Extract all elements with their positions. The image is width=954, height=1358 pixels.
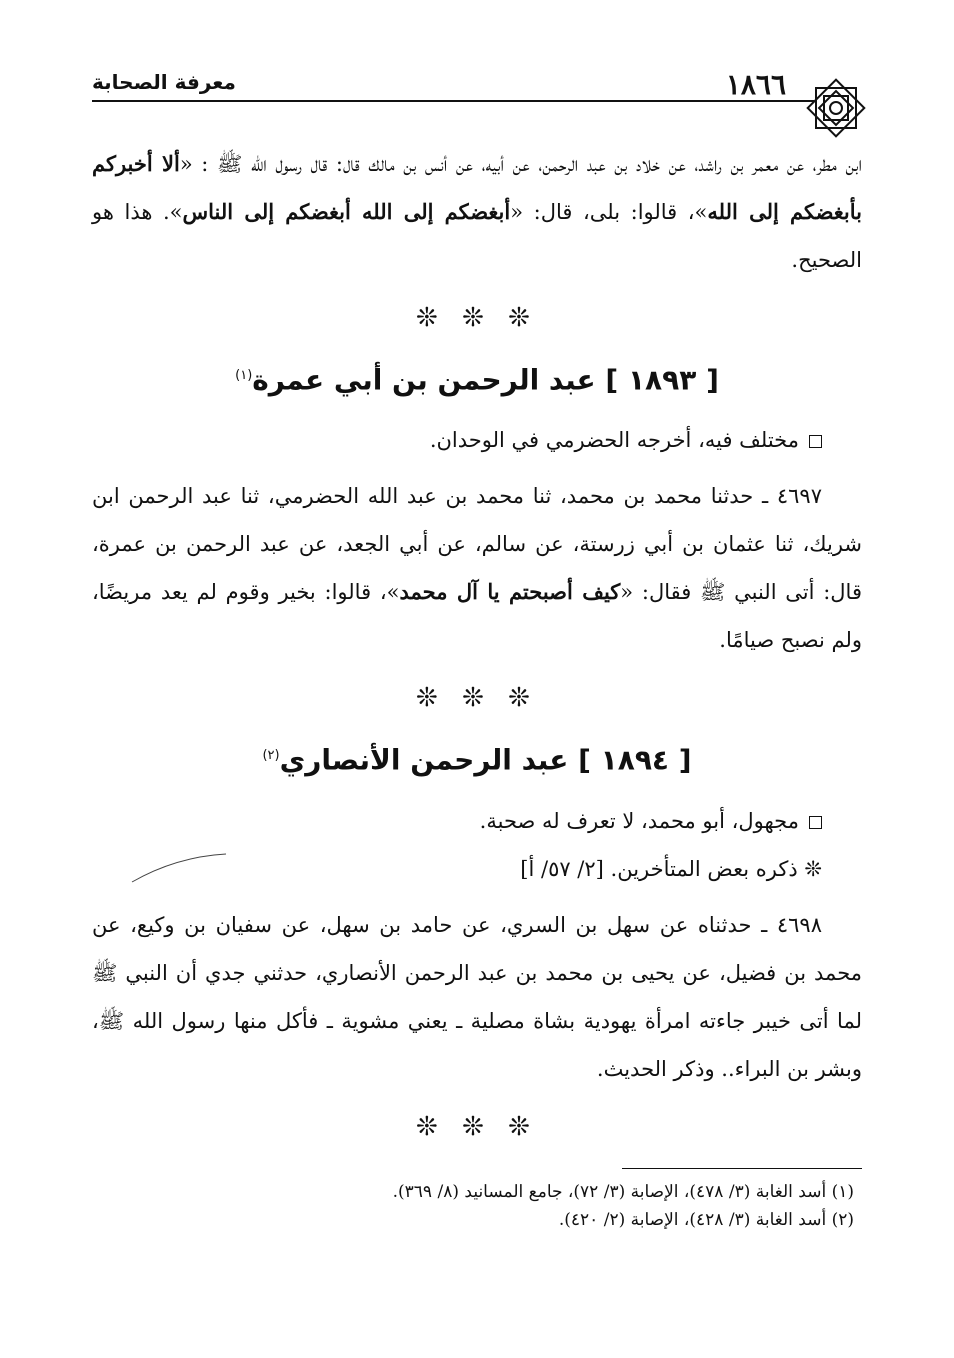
main-text bbox=[92, 140, 862, 1163]
footnote-ref: (٢) bbox=[262, 748, 280, 764]
text-span: ٤٦٩٧ ـ حدثنا محمد بن محمد، ثنا محمد بن عبد الله الحضرمي، ثنا عبد الرحمن ابن شريك، ثنا عثمان بن أبي زرستة، عن سالم، عن أبي الجعد، عن عبد الرحمن بن عمرة، قال: أتى النبي ﷺ فقال: « bbox=[92, 484, 862, 605]
bold-quote: أبغضكم إلى الله أبغضكم إلى الناس bbox=[182, 199, 511, 224]
header-rule bbox=[92, 100, 814, 102]
text-span: »، قالوا: بخير وقوم لم يعد مريضًا، ولم نصبح صيامًا. bbox=[92, 580, 862, 653]
section-divider-stars: ❊ ❊ ❊ bbox=[416, 1111, 538, 1142]
note-text: مختلف فيه، أخرجه الحضرمي في الوحدان. bbox=[429, 428, 799, 453]
paragraph-continuation bbox=[92, 140, 862, 284]
footnote-2: (٢) أسد الغابة (٣/ ٤٢٨)، الإصابة (٢/ ٤٢٠). bbox=[558, 1210, 854, 1230]
pen-stroke-mark bbox=[130, 848, 230, 888]
square-box-icon bbox=[809, 816, 822, 829]
entry-heading-1894 bbox=[92, 734, 862, 782]
section-divider-stars: ❊ ❊ ❊ bbox=[416, 303, 538, 333]
entry-heading-1893 bbox=[92, 354, 862, 402]
entry-note bbox=[92, 416, 862, 464]
square-box-icon bbox=[809, 435, 822, 448]
entry-note bbox=[92, 797, 862, 845]
footnotes bbox=[92, 1178, 862, 1234]
bold-quote: ألا أخبركم بأبغضكم إلى الله bbox=[92, 151, 863, 224]
section-divider-stars: ❊ ❊ ❊ bbox=[416, 683, 538, 714]
page-header bbox=[92, 60, 862, 104]
hadith-4698: ٤٦٩٨ ـ حدثناه عن سهل بن السري، عن حامد بن سهل، عن سفيان بن وكيع، عن محمد بن فضيل، عن يحيى بن محمد بن عبد الرحمن الأنصاري، حدثني جدي أن النبي ﷺ لما أتى خيبر جاءته امرأة يهودية بشاة مصلية ـ يعني مشوية ـ فأكل منها رسول الله ﷺ، وبشر بن البراء.. وذكر الحديث. bbox=[92, 912, 862, 1081]
text-span: »، قالوا: بلى، قال: « bbox=[510, 200, 708, 224]
entry-mention: ❊ ذكره بعض المتأخرين. [٢/ ٥٧/ أ] bbox=[520, 856, 822, 881]
octagram-ornament-icon bbox=[800, 72, 872, 144]
footnote-rule bbox=[622, 1168, 862, 1169]
entry-title: [ ١٨٩٣ ] عبد الرحمن بن أبي عمرة bbox=[252, 363, 719, 397]
note-text: مجهول، أبو محمد، لا تعرف له صحبة. bbox=[479, 808, 799, 833]
entry-title: [ ١٨٩٤ ] عبد الرحمن الأنصاري bbox=[279, 743, 692, 777]
hadith-4697 bbox=[92, 472, 862, 664]
running-title: معرفة الصحابة bbox=[92, 70, 236, 94]
footnote-ref: (١) bbox=[235, 368, 253, 383]
page-number: ١٨٦٦ bbox=[725, 68, 786, 101]
text-span: ». هذا هو الصحيح. bbox=[92, 200, 862, 272]
text-span: ابن مطر، عن معمر بن راشد، عن خلاد بن عبد الرحمن، عن أبيه، عن أنس بن مالك قال: قال رسول الله ﷺ : « bbox=[179, 152, 862, 176]
footnote-1: (١) أسد الغابة (٣/ ٤٧٨)، الإصابة (٣/ ٧٢)، جامع المسانيد (٨/ ٣٦٩). bbox=[392, 1182, 854, 1202]
bold-quote: كيف أصبحتم يا آل محمد bbox=[399, 579, 621, 605]
